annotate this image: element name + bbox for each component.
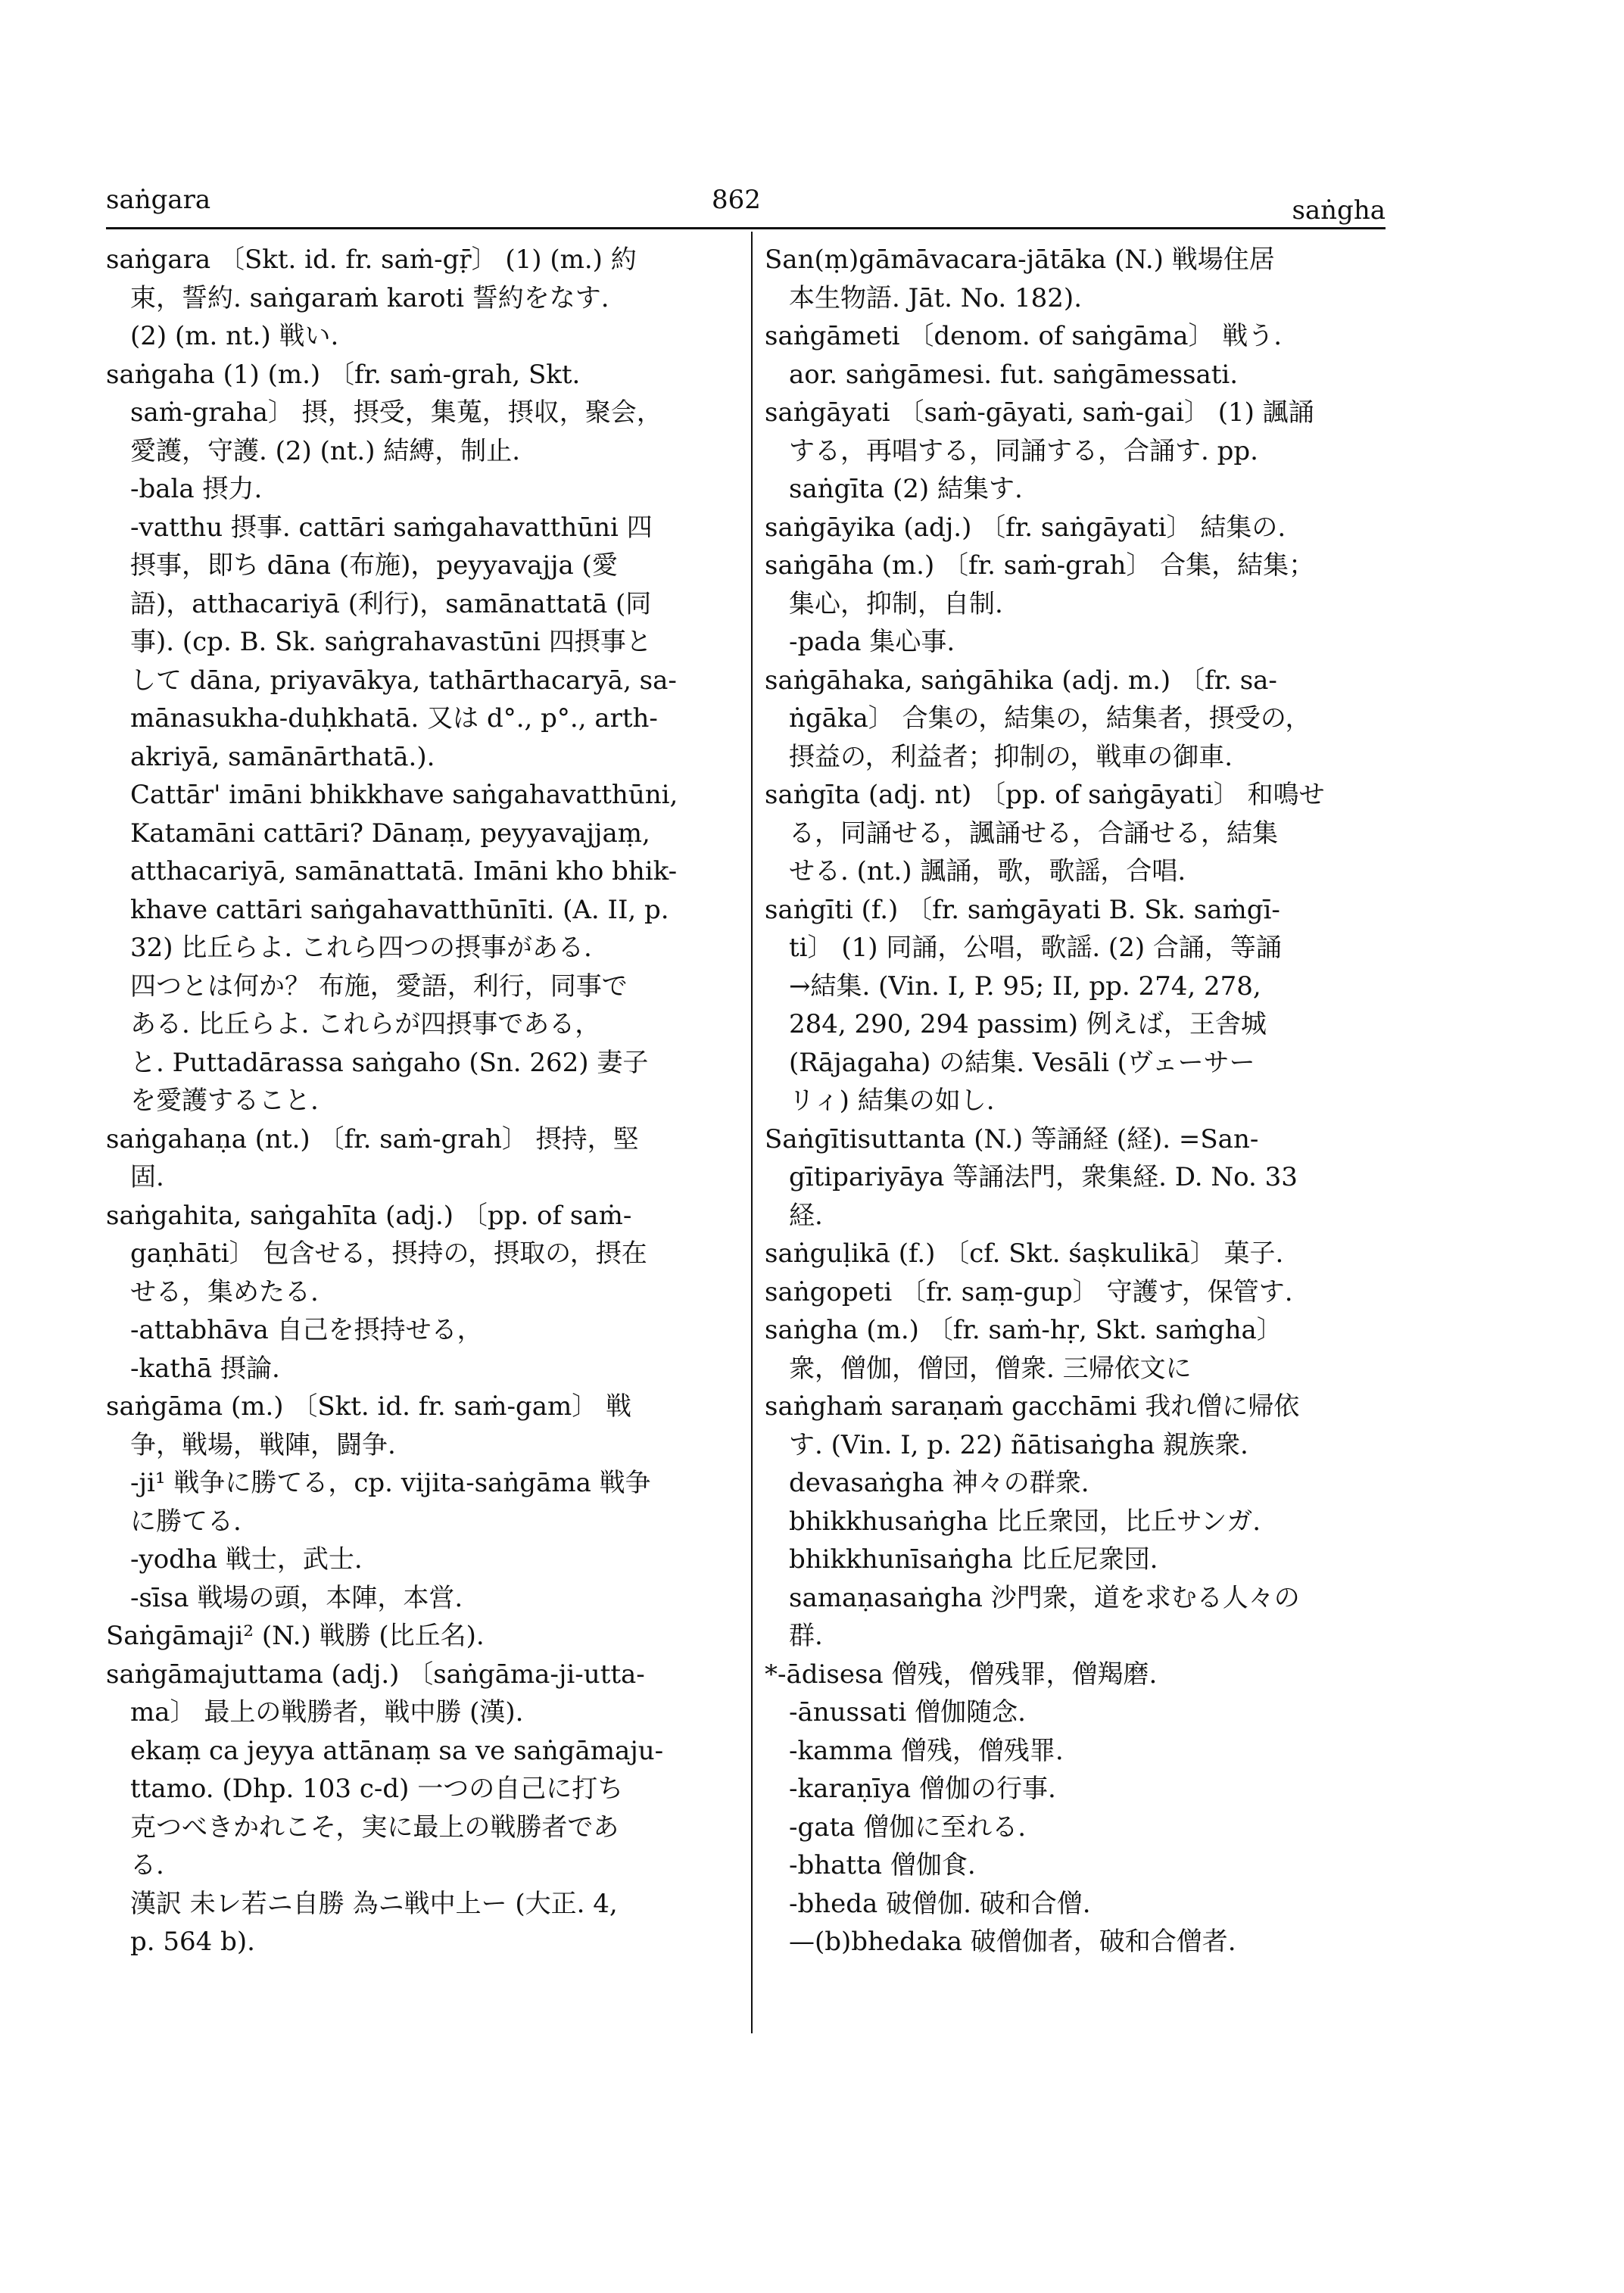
text-line: ttamo. (Dhp. 103 c-d) 一つの自己に打ち bbox=[130, 1774, 624, 1804]
text-line: 集心，抑制，自制. bbox=[789, 588, 1003, 619]
text-line: ある. 比丘らよ. これらが四摂事である， bbox=[130, 1009, 601, 1039]
text-line: 束，誓約. saṅgaraṁ karoti 誓約をなす. bbox=[130, 282, 609, 313]
text-line: saṅgāmeti 〔denom. of saṅgāma〕 戦う. bbox=[765, 321, 1283, 351]
text-line: 事). (cp. B. Sk. saṅgrahavastūni 四摂事と bbox=[130, 627, 652, 657]
text-line: -bheda 破僧伽. 破和合僧. bbox=[789, 1888, 1091, 1919]
text-line: 語)，atthacariyā (利行)，samānattatā (同 bbox=[130, 588, 652, 619]
text-line: す. (Vin. I, p. 22) ñātisaṅgha 親族衆. bbox=[789, 1429, 1248, 1460]
text-line: saṅgāma (m.) 〔Skt. id. fr. saṁ-gam〕 戦 bbox=[106, 1391, 632, 1422]
text-line: 群. bbox=[789, 1621, 823, 1651]
text-line: Katamāni cattāri? Dānaṃ, peyyavajjaṃ, bbox=[130, 818, 650, 849]
text-line: せる，集めたる. bbox=[130, 1276, 319, 1307]
text-line: と. Puttadārassa saṅgaho (Sn. 262) 妻子 bbox=[130, 1047, 649, 1078]
text-line: devasaṅgha 神々の群衆. bbox=[789, 1468, 1089, 1498]
text-line: リィ) 結集の如し. bbox=[789, 1086, 995, 1116]
text-line: -karaṇīya 僧伽の行事. bbox=[789, 1774, 1056, 1804]
text-line: 摂事，即ち dāna (布施)，peyyavajja (愛 bbox=[130, 550, 618, 581]
text-line: atthacariyā, samānattatā. Imāni kho bhik- bbox=[130, 856, 678, 886]
left-running-headword: saṅgara bbox=[106, 185, 211, 215]
text-line: saṅgahita, saṅgahīta (adj.) 〔pp. of saṁ- bbox=[106, 1200, 632, 1231]
text-line: mānasukha-duḥkhatā. 又は d°., p°., arth- bbox=[130, 703, 658, 734]
text-line: saṅgha (m.) 〔fr. saṁ-hṛ, Skt. saṁgha〕 bbox=[765, 1315, 1283, 1345]
text-line: →結集. (Vin. I, P. 95; II, pp. 274, 278, bbox=[789, 970, 1261, 1002]
text-line: saṅgīta (adj. nt) 〔pp. of saṅgāyati〕 和鳴せ bbox=[765, 780, 1325, 810]
text-line: 愛護，守護. (2) (nt.) 結縛，制止. bbox=[130, 435, 521, 466]
text-line: -pada 集心事. bbox=[789, 627, 955, 657]
text-line: saṁ-graha〕 摂，摂受，集蒐，摂収，聚会， bbox=[130, 397, 662, 428]
text-line: saṅgopeti 〔fr. saṃ-gup〕 守護す，保管す. bbox=[765, 1276, 1293, 1307]
text-line: -bhatta 僧伽食. bbox=[789, 1850, 976, 1880]
header-rule bbox=[106, 227, 1386, 229]
text-line: -attabhāva 自己を摂持せる， bbox=[130, 1315, 483, 1345]
text-line: ekaṃ ca jeyya attānaṃ sa ve saṅgāmaju- bbox=[130, 1735, 664, 1766]
text-line: Saṅgāmaji² (N.) 戦勝 (比丘名). bbox=[106, 1621, 485, 1651]
text-line: aor. saṅgāmesi. fut. saṅgāmessati. bbox=[789, 359, 1239, 390]
text-line: せる. (nt.) 諷誦，歌，歌謡，合唱. bbox=[789, 856, 1186, 886]
text-line: る，同誦せる，諷誦せる，合誦せる，結集 bbox=[789, 818, 1278, 849]
text-line: -bala 摂力. bbox=[130, 474, 263, 504]
text-line: saṅgāmajuttama (adj.) 〔saṅgāma-ji-utta- bbox=[106, 1659, 645, 1690]
text-line: *-ādisesa 僧残，僧残罪，僧羯磨. bbox=[765, 1659, 1158, 1690]
text-line: -ānussati 僧伽随念. bbox=[789, 1697, 1026, 1728]
text-line: saṅgāha (m.) 〔fr. saṁ-grah〕 合集，結集； bbox=[765, 550, 1315, 581]
text-line: ṅgāka〕 合集の，結集の，結集者，摂受の， bbox=[789, 703, 1311, 734]
page-header bbox=[106, 176, 1386, 229]
text-line: -kathā 摂論. bbox=[130, 1353, 280, 1384]
text-line: akriyā, samānārthatā.). bbox=[130, 741, 435, 772]
text-line: -ji¹ 戦争に勝てる，cp. vijita-saṅgāma 戦争 bbox=[130, 1468, 651, 1498]
text-line: bhikkhusaṅgha 比丘衆団，比丘サンガ. bbox=[789, 1506, 1261, 1537]
text-line: る. bbox=[130, 1850, 164, 1880]
text-line: -gata 僧伽に至れる. bbox=[789, 1812, 1027, 1843]
text-line: saṅgaha (1) (m.) 〔fr. saṁ-grah, Skt. bbox=[106, 359, 581, 390]
text-line: 経. bbox=[789, 1200, 823, 1231]
column-divider bbox=[751, 232, 753, 2033]
text-line: 固. bbox=[130, 1162, 164, 1192]
text-line: p. 564 b). bbox=[130, 1927, 255, 1957]
text-line: bhikkhunīsaṅgha 比丘尼衆団. bbox=[789, 1544, 1158, 1575]
text-line: samaṇasaṅgha 沙門衆，道を求むる人々の bbox=[789, 1582, 1300, 1613]
text-line: saṅgara 〔Skt. id. fr. saṁ-gṝ〕 (1) (m.) 約 bbox=[106, 245, 637, 275]
text-line: gītipariyāya 等誦法門，衆集経. D. No. 33 bbox=[789, 1162, 1298, 1192]
text-line: 本生物語. Jāt. No. 182). bbox=[789, 282, 1082, 313]
text-line: Cattār' imāni bhikkhave saṅgahavatthūni, bbox=[130, 780, 678, 810]
text-line: gaṇhāti〕 包含せる，摂持の，摂取の，摂在 bbox=[130, 1238, 647, 1269]
text-line: —(b)bhedaka 破僧伽者，破和合僧者. bbox=[789, 1927, 1236, 1957]
text-line: ma〕 最上の戦勝者，戦中勝 (漢). bbox=[130, 1697, 524, 1728]
text-line: して dāna, priyavākya, tathārthacaryā, sa- bbox=[130, 665, 677, 696]
text-line: 克つべきかれこそ，実に最上の戦勝者であ bbox=[130, 1812, 619, 1843]
right-column bbox=[765, 241, 1386, 1961]
page-number: 862 bbox=[712, 185, 761, 215]
text-line: する，再唱する，同誦する，合誦す. pp. bbox=[789, 435, 1258, 466]
left-column bbox=[106, 241, 727, 1961]
text-line: 衆，僧伽，僧団，僧衆. 三帰依文に bbox=[789, 1353, 1192, 1384]
text-line: -kamma 僧残，僧残罪. bbox=[789, 1735, 1064, 1766]
text-line: 摂益の，利益者；抑制の，戦車の御車. bbox=[789, 741, 1233, 772]
text-line: に勝てる. bbox=[130, 1506, 242, 1537]
right-running-headword: saṅgha bbox=[1292, 195, 1386, 226]
text-line: 四つとは何か？ 布施，愛語，利行，同事で bbox=[130, 970, 628, 1002]
text-line: saṅgāyati 〔saṁ-gāyati, saṁ-gai〕 (1) 諷誦 bbox=[765, 397, 1314, 428]
text-line: San(ṃ)gāmāvacara-jātāka (N.) 戦場住居 bbox=[765, 245, 1275, 275]
text-line: 32) 比丘らよ. これら四つの摂事がある. bbox=[130, 933, 592, 963]
text-line: (2) (m. nt.) 戦い. bbox=[130, 321, 339, 351]
text-line: saṅghaṁ saraṇaṁ gacchāmi 我れ僧に帰依 bbox=[765, 1391, 1300, 1422]
text-line: saṅgāhaka, saṅgāhika (adj. m.) 〔fr. sa- bbox=[765, 665, 1277, 696]
text-line: -vatthu 摂事. cattāri saṁgahavatthūni 四 bbox=[130, 512, 653, 543]
text-line: Saṅgītisuttanta (N.) 等誦経 (経). =San- bbox=[765, 1123, 1259, 1154]
text-line: saṅgahaṇa (nt.) 〔fr. saṁ-grah〕 摂持，堅 bbox=[106, 1123, 639, 1154]
text-line: -sīsa 戦場の頭，本陣，本営. bbox=[130, 1582, 463, 1613]
text-line: 284, 290, 294 passim) 例えば，王舎城 bbox=[789, 1009, 1267, 1039]
text-line: を愛護すること. bbox=[130, 1086, 319, 1116]
text-line: saṅgīti (f.) 〔fr. saṁgāyati B. Sk. saṁgī- bbox=[765, 894, 1280, 925]
text-line: khave cattāri saṅgahavatthūnīti. (A. II, p. bbox=[130, 894, 669, 925]
text-line: -yodha 戦士，武士. bbox=[130, 1544, 363, 1575]
text-line: 争，戦場，戦陣，闘争. bbox=[130, 1429, 396, 1460]
text-line: saṅgāyika (adj.) 〔fr. saṅgāyati〕 結集の. bbox=[765, 512, 1286, 543]
text-line: saṅguḷikā (f.) 〔cf. Skt. śaṣkulikā〕 菓子. bbox=[765, 1238, 1284, 1269]
text-line: ti〕 (1) 同誦，公唱，歌謡. (2) 合誦，等誦 bbox=[789, 933, 1282, 963]
text-line: (Rājagaha) の結集. Vesāli (ヴェーサー bbox=[789, 1047, 1255, 1078]
text-line: 漢訳 未レ若ニ自勝 為ニ戦中上ー (大正. 4, bbox=[130, 1888, 618, 1919]
text-line: saṅgīta (2) 結集す. bbox=[789, 474, 1023, 504]
